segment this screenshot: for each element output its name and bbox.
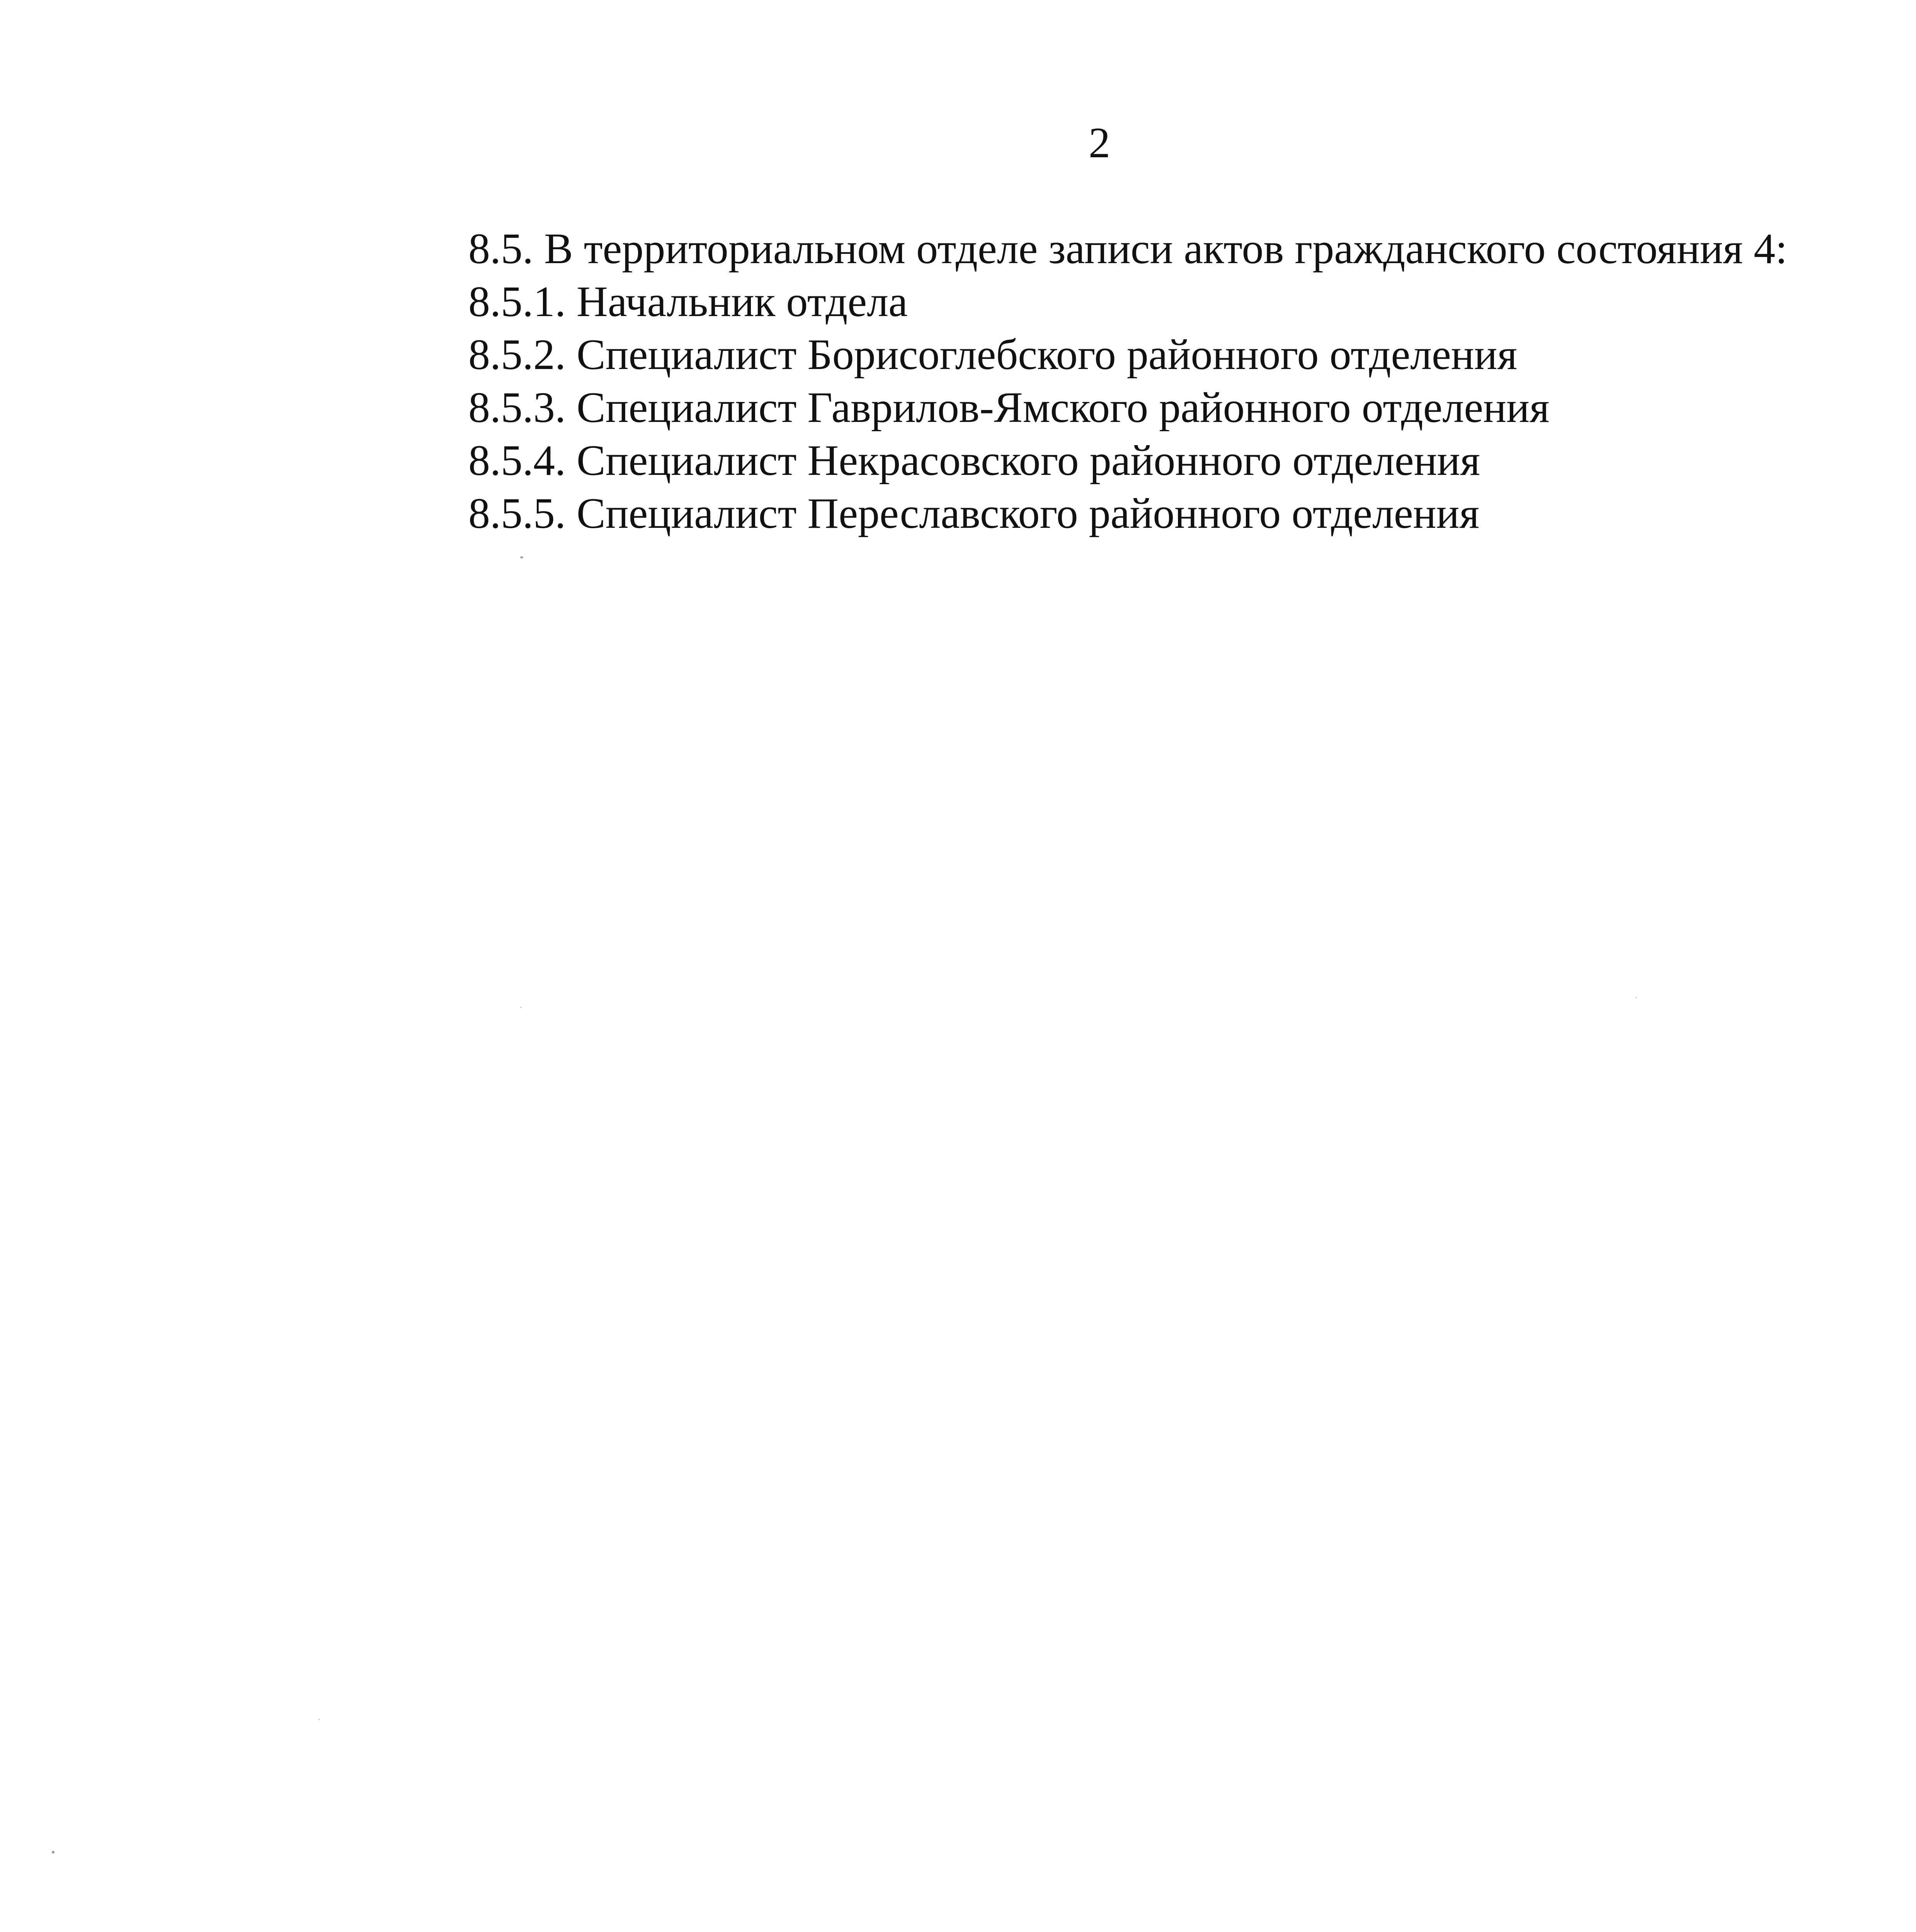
scan-speck (52, 1851, 54, 1854)
list-item: 8.5.1. Начальник отдела (468, 278, 908, 326)
section-heading: 8.5. В территориальном отделе записи актов гражданского состояния 4: (468, 225, 1788, 273)
scan-speck (1635, 997, 1637, 998)
list-item: 8.5.2. Специалист Борисоглебского районного отделения (468, 331, 1518, 379)
scan-speck (318, 1719, 320, 1720)
list-item: 8.5.5. Специалист Переславского районного отделения (468, 490, 1479, 537)
scan-speck (520, 1007, 522, 1008)
section-list (468, 223, 1898, 540)
list-item: 8.5.4. Специалист Некрасовского районного отделения (468, 437, 1480, 485)
scan-speck (520, 556, 523, 558)
list-item: 8.5.3. Специалист Гаврилов-Ямского районного отделения (468, 384, 1550, 432)
page-number: 2 (1089, 119, 1110, 167)
